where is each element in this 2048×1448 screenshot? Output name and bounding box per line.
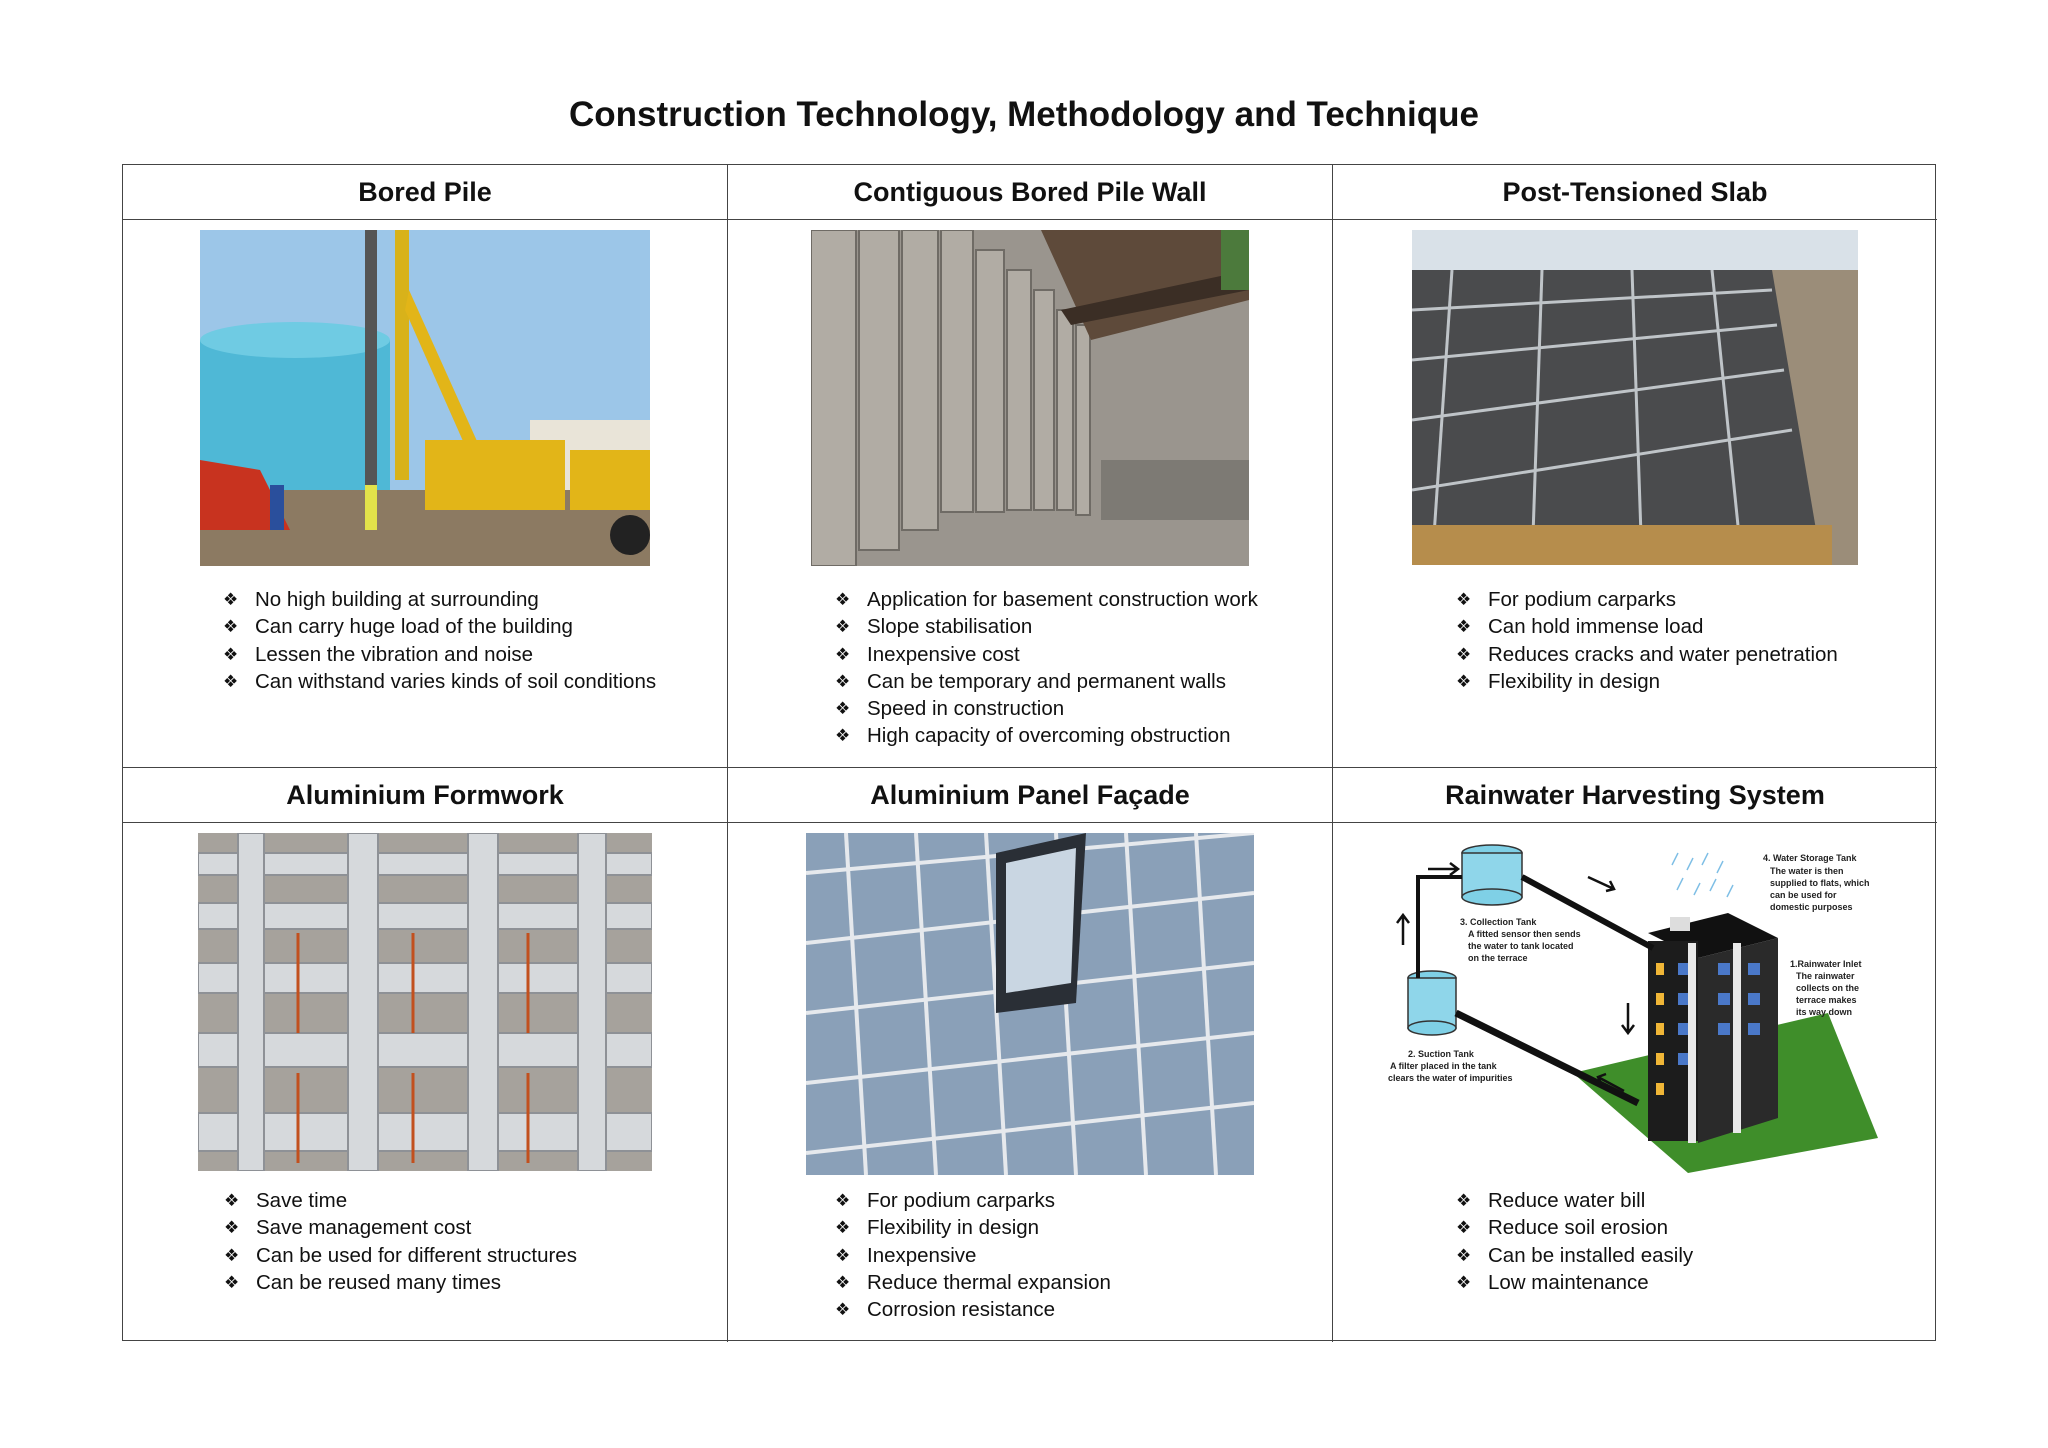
section-aluminium-formwork bbox=[123, 823, 728, 1342]
svg-text:The water is then: The water is then bbox=[1770, 866, 1844, 876]
list-item: ❖ Can be installed easily bbox=[1456, 1243, 1694, 1267]
list-item: ❖ Flexibility in design bbox=[1456, 669, 1661, 693]
list-item: ❖ Reduce soil erosion bbox=[1456, 1216, 1669, 1240]
post-tensioned-slab-photo bbox=[1412, 230, 1858, 565]
list-item: ❖ Inexpensive cost bbox=[835, 642, 1020, 666]
svg-text:clears the water of impurities: clears the water of impurities bbox=[1388, 1073, 1513, 1083]
heading-bored-pile: Bored Pile bbox=[123, 165, 728, 220]
list-item: ❖ Can be temporary and permanent walls bbox=[835, 669, 1226, 693]
methods-table bbox=[122, 164, 1936, 1341]
pile-wall-points bbox=[835, 586, 1258, 750]
svg-text:A filter placed in the tank: A filter placed in the tank bbox=[1390, 1061, 1497, 1071]
svg-text:on the terrace: on the terrace bbox=[1468, 953, 1528, 963]
post-tensioned-slab-points bbox=[1456, 586, 1838, 695]
list-item: ❖ Slope stabilisation bbox=[835, 615, 1033, 639]
list-item: ❖ Application for basement construction work bbox=[835, 588, 1258, 611]
svg-text:its way down: its way down bbox=[1796, 1007, 1853, 1017]
svg-text:terrace makes: terrace makes bbox=[1796, 995, 1857, 1005]
aluminium-formwork-photo bbox=[198, 833, 652, 1171]
heading-rainwater-harvesting: Rainwater Harvesting System bbox=[1333, 768, 1937, 823]
list-item: ❖ Lessen the vibration and noise bbox=[223, 642, 534, 666]
storage-tank-title: 4. Water Storage Tank bbox=[1763, 853, 1857, 863]
list-item: ❖ Reduce water bill bbox=[1456, 1189, 1646, 1212]
aluminium-facade-points bbox=[835, 1187, 1111, 1323]
svg-text:collects on the: collects on the bbox=[1796, 983, 1860, 993]
collection-tank-title: 3. Collection Tank bbox=[1460, 917, 1537, 927]
section-pile-wall bbox=[728, 220, 1333, 768]
rainwater-inlet-title: 1.Rainwater Inlet bbox=[1790, 959, 1862, 969]
list-item: ❖ Can hold immense load bbox=[1456, 615, 1704, 639]
suction-tank-title: 2. Suction Tank bbox=[1408, 1049, 1474, 1059]
svg-text:The rainwater: The rainwater bbox=[1796, 971, 1855, 981]
svg-text:domestic purposes: domestic purposes bbox=[1770, 902, 1853, 912]
list-item: ❖ Reduce thermal expansion bbox=[835, 1270, 1111, 1294]
heading-aluminium-facade: Aluminium Panel Façade bbox=[728, 768, 1333, 823]
list-item: ❖ Inexpensive bbox=[835, 1243, 977, 1267]
list-item: ❖ Can be used for different structures bbox=[224, 1243, 577, 1267]
section-post-tensioned-slab bbox=[1333, 220, 1937, 768]
glass-facade-photo bbox=[806, 833, 1254, 1175]
section-rainwater-harvesting bbox=[1333, 823, 1937, 1342]
list-item: ❖ Corrosion resistance bbox=[835, 1298, 1055, 1322]
list-item: ❖ Reduces cracks and water penetration bbox=[1456, 642, 1838, 666]
section-aluminium-facade bbox=[728, 823, 1333, 1342]
section-bored-pile bbox=[123, 220, 728, 768]
rainwater-diagram bbox=[1388, 833, 1888, 1173]
list-item: ❖ No high building at surrounding bbox=[223, 588, 539, 611]
pile-wall-photo bbox=[811, 230, 1249, 566]
list-item: ❖ Low maintenance bbox=[1456, 1270, 1649, 1294]
list-item: ❖ Save management cost bbox=[224, 1216, 472, 1240]
page-title: Construction Technology, Methodology and Technique bbox=[569, 95, 1479, 134]
list-item: ❖ For podium carparks bbox=[1456, 588, 1676, 611]
svg-text:supplied to flats, which: supplied to flats, which bbox=[1770, 878, 1870, 888]
rainwater-harvesting-points bbox=[1456, 1187, 1693, 1296]
heading-post-tensioned-slab: Post-Tensioned Slab bbox=[1333, 165, 1937, 220]
list-item: ❖ High capacity of overcoming obstruction bbox=[835, 724, 1231, 748]
list-item: ❖ For podium carparks bbox=[835, 1189, 1055, 1212]
list-item: ❖ Flexibility in design bbox=[835, 1216, 1040, 1240]
list-item: ❖ Speed in construction bbox=[835, 697, 1065, 721]
svg-text:can be used for: can be used for bbox=[1770, 890, 1837, 900]
list-item: ❖ Can be reused many times bbox=[224, 1270, 501, 1294]
bored-pile-rig-photo bbox=[200, 230, 650, 566]
list-item: ❖ Save time bbox=[224, 1189, 348, 1212]
svg-text:the water to tank located: the water to tank located bbox=[1468, 941, 1574, 951]
list-item: ❖ Can carry huge load of the building bbox=[223, 615, 573, 639]
heading-pile-wall: Contiguous Bored Pile Wall bbox=[728, 165, 1333, 220]
list-item: ❖ Can withstand varies kinds of soil conditions bbox=[223, 669, 657, 693]
bored-pile-points bbox=[223, 586, 656, 695]
heading-aluminium-formwork: Aluminium Formwork bbox=[123, 768, 728, 823]
aluminium-formwork-points bbox=[224, 1187, 577, 1296]
svg-text:A fitted sensor then sends: A fitted sensor then sends bbox=[1468, 929, 1581, 939]
